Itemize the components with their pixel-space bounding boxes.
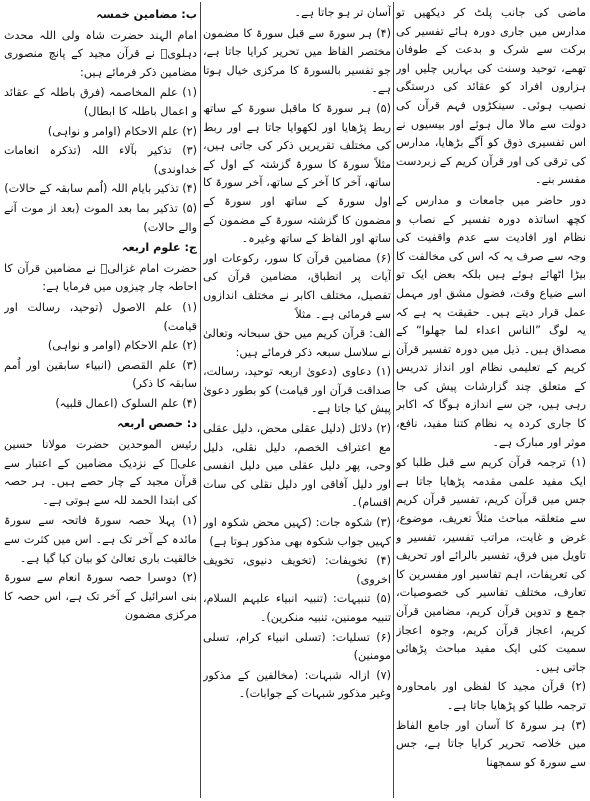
numbered-item: (۲) قرآن مجید کا لفظی اور بامحاورہ ترجمہ طلبا کو پڑھایا جاتا ہے۔ bbox=[396, 680, 586, 712]
numbered-item: (۵) تنبیہات: (تنبیہ انبیاء علیہم السلام، تنبیہ مومنین، تنبیہ منکرین)۔ bbox=[203, 592, 391, 624]
numbered-item: (۶) تسلیات: (تسلی انبیاء کرام، تسلی مومنین) bbox=[203, 630, 391, 663]
numbered-item: (۴) تخویفات: (تخویف دنیوی، تخویف اخروی) bbox=[203, 554, 391, 586]
numbered-item: الف: قرآن کریم میں حق سبحانہ وتعالیٰ نے سلاسل سبعہ ذکر فرمائے ہیں: bbox=[203, 327, 391, 359]
paragraph: ماضی کی جانب پلٹ کر دیکھیں تو مدارس میں جاری دورہ ہائے تفسیر کی برکت سے شرک و بدعت کے طوفان تھمے، توحید وسنت کی بہاریں چلیں اور ہزاروں افراد کو عقائد کی درستگی نصیب ہوئی۔ سینکڑوں فہم قرآن کی دولت سے مالا مال ہوئے اور بیسیوں نے اس تفسیری ذوق کو آگے بڑھایا، مدارس کی ترقی کی اور قرآن کریم کے زبردست مفسر بنے۔ bbox=[396, 6, 586, 187]
middle-text-column bbox=[203, 4, 391, 798]
numbered-item: (۴) تذکیر بایام اللہ (اُمم سابقہ کے حالات) bbox=[4, 182, 197, 196]
numbered-item: (۳) علم القصص (انبیاء سابقین اور اُمم سابقہ کا ذکر) bbox=[4, 358, 197, 391]
paragraph: امام الہند حضرت شاہ ولی اللہ محدث دہلویؒ نے قرآن مجید کے پانچ منصوری مضامین ذکر فرمائے ہیں: bbox=[4, 28, 197, 79]
numbered-item: (۳) شکوہ جات: (کہیں محض شکوہ اور کہیں جواب شکوہ بھی مذکور ہوتا ہے) bbox=[203, 516, 391, 548]
paragraph: آسان تر ہو جاتا ہے۔ bbox=[294, 6, 391, 19]
right-text-column bbox=[396, 4, 586, 798]
numbered-item: (۲) علم الاحکام (اوامر و نواہی) bbox=[47, 124, 197, 138]
numbered-item: (۱) پہلا حصہ سورۃ فاتحہ سے سورۃ مائدہ کے آخر تک ہے۔ اس میں کثرت سے خالقیت باری تعالیٰ کو بیان کیا گیا ہے۔ bbox=[4, 514, 197, 565]
numbered-item: (۳) تذکیر بآلاء اللہ (تذکرہ انعامات خداوندی) bbox=[4, 144, 197, 176]
numbered-item: (۷) ازالہ شبہات: (مخالفین کے مذکور وغیر مذکور شبہات کے جوابات)۔ bbox=[203, 668, 391, 701]
numbered-item: (۵) تذکیر بما بعد الموت (بعد از موت آنے والے حالات) bbox=[4, 201, 197, 234]
numbered-item: (۱) دعاوی (دعویٰ اربعہ توحید، رسالت، صداقت قرآن اور قیامت) کو بطور دعویٰ پیش کیا جاتا ہے۔ bbox=[203, 365, 391, 416]
paragraph: دور حاضر میں جامعات و مدارس کے کچھ اساتذہ دورہ تفسیر کے نصاب و نظام اور افادیت سے عدم واقفیت کی وجہ سے صرف یہ کہ اس کی مخالفت کا بیڑا اٹھائے ہوئے ہیں بلکہ بعض ایک تو اسے ضیاع وقت، فضول مشق اور مہمل عمل قرار دیتے ہیں۔ حقیقت یہ ہے کہ یہ لوگ ”الناس اعداء لما جھلوا“ کے مصداق ہیں۔ ذیل میں دورہ تفسیر قرآن کریم کے تعلیمی نظام اور انداز تدریس کے متعلق چند گزارشات پیش کی جا رہی ہیں، جن سے اندازہ ہوگا کہ اکابر کا جاری کردہ یہ نظام کتنا مفید، نافع، موثر اور مبارک ہے۔ bbox=[396, 193, 586, 449]
numbered-item: (۲) دلائل (دلیل عقلی محض، دلیل عقلی مع اعتراف الخصم، دلیل نقلی، دلیل وحی، پھر دلیل عقلی میں دلیل انفسی اور دلیل آفاقی اور دلیل نقلی کی سات اقسام)۔ bbox=[203, 422, 391, 510]
numbered-item: (۱) علم الاصول (توحید، رسالت اور قیامت) bbox=[4, 300, 197, 333]
numbered-item: (۱) علم المخاصمہ (فرق باطلہ کے عقائد و اعمال باطلہ کا ابطال) bbox=[4, 86, 197, 118]
numbered-item: (۴) علم السلوک (اعمال قلبیہ) bbox=[55, 396, 197, 410]
column-divider bbox=[393, 2, 394, 798]
numbered-item: (۳) ہر سورۃ کا آسان اور جامع الفاظ میں خلاصہ تحریر کرایا جاتا ہے، جس سے سورۃ کو سمجھنا bbox=[396, 718, 586, 769]
numbered-item: (۴) ہر سورۃ سے قبل سورۃ کا مضمون مختصر الفاظ میں تحریر کرایا جاتا ہے، جو تفسیر بالسورۃ کا مرکزی خیال ہوتا ہے۔ bbox=[203, 26, 391, 96]
section-heading: ج: علوم اربعہ bbox=[121, 241, 197, 255]
paragraph: رئیس الموحدین حضرت مولانا حسین علیؒ کے نزدیک مضامین کے اعتبار سے قرآن مجید کے چار حصے ہیں۔ ہر حصہ کی ابتدا الحمد للہ سے ہوتی ہے۔ bbox=[4, 438, 197, 507]
section-heading: ب: مضامین خمسہ bbox=[96, 8, 197, 21]
numbered-item: (۱) ترجمہ قرآن کریم سے قبل طلبا کو ایک مفید علمی مقدمہ پڑھایا جاتا ہے جس میں قرآن کریم، تفسیر قرآن کریم سے متعلقہ مباحث مثلاً تعریف، موضوع، غرض و غایت، مراتب تفسیر، تفسیر و تاویل میں فرق، تفسیر بالرائے اور تحریف کی تعریفات، اہم تفاسیر اور مفسرین کا تعارف، مختلف تفاسیر کی خصوصیات، جمع و تدوین قرآن کریم، مضامین قرآن کریم، اعجاز قرآن کریم، وجوہ اعجاز سمیت کئی ایک مفید مباحث پڑھائی جاتی ہیں۔ bbox=[396, 456, 586, 674]
left-text-column bbox=[4, 4, 197, 798]
column-divider bbox=[200, 2, 201, 798]
numbered-item: (۵) ہر سورۃ کا ماقبل سورۃ کے ساتھ ربط پڑھایا اور لکھوایا جاتا ہے اور ربط کی مختلف تقریریں ذکر کی جاتی ہیں، مثلاً سورۃ کا سورۃ گزشتہ کے اول کے ساتھ، آخر کا آخر کے ساتھ، آخر سورۃ کا اول سورۃ کے ساتھ اور سورۃ کے مضمون کا گزشتہ سورۃ کے مضمون کے ساتھ اور الفاظ کے ساتھ وغیرہ۔ bbox=[203, 101, 391, 246]
numbered-item: (۲) علم الاحکام (اوامر و نواہی) bbox=[47, 339, 197, 353]
numbered-item: (۲) دوسرا حصہ سورۃ انعام سے سورۃ بنی اسرائیل کے آخر تک ہے، اس حصہ کا مرکزی مضمون bbox=[4, 571, 197, 622]
numbered-item: (۶) مضامین قرآن کا سور، رکوعات اور آیات پر انطباق، مضامین قرآن کی تفصیل، مختلف اکابر نے مختلف اندازوں سے فرمائی ہے۔ مثلاً bbox=[203, 251, 391, 321]
section-heading: د: حصص اربعہ bbox=[117, 417, 197, 431]
paragraph: حضرت امام غزالیؒ نے مضامین قرآن کا احاطہ چار چیزوں میں فرمایا ہے: bbox=[4, 261, 197, 294]
